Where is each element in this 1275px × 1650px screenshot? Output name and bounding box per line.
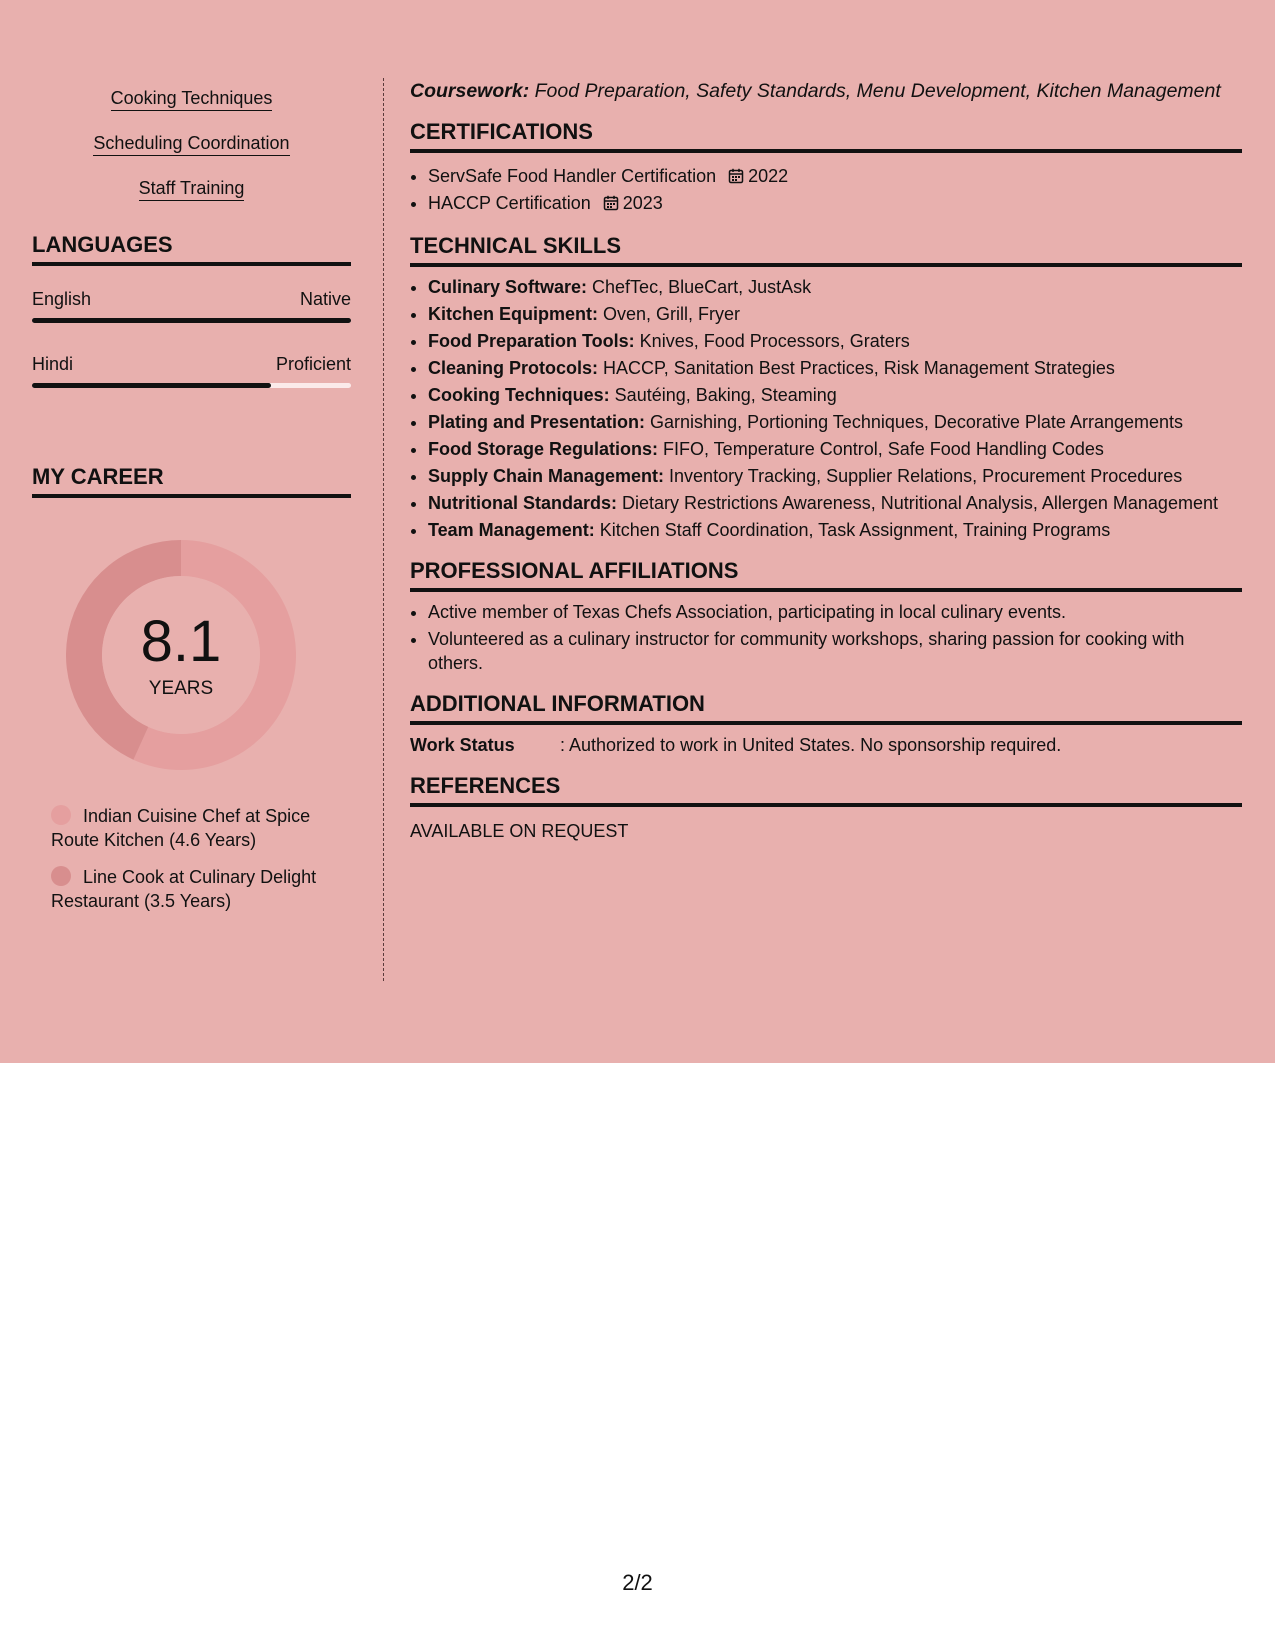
technical-skill-value: Knives, Food Processors, Graters [634,331,910,351]
certification-item [428,163,1242,190]
technical-skill-item [428,329,1242,353]
technical-skill-value: Kitchen Staff Coordination, Task Assignment, Training Programs [594,520,1111,540]
column-divider [383,78,384,981]
additional-info-section [410,691,1242,757]
affiliations-section [410,558,1242,675]
career-legend-dot [51,866,71,886]
technical-skill-item [428,491,1242,515]
technical-skill-label: Kitchen Equipment: [428,304,598,324]
certifications-heading: CERTIFICATIONS [410,119,1242,153]
technical-skill-label: Team Management: [428,520,595,540]
certification-year: 2022 [748,166,789,186]
certification-name: ServSafe Food Handler Certification [428,166,717,186]
page-number: 2/2 [622,1570,653,1595]
career-donut-chart [66,540,296,770]
language-level-fill [32,383,271,388]
calendar-icon [728,168,744,184]
technical-skill-value: Garnishing, Portioning Techniques, Decorative Plate Arrangements [645,412,1184,432]
career-item [51,865,331,913]
technical-skill-label: Cleaning Protocols: [428,358,599,378]
technical-skill-value: FIFO, Temperature Control, Safe Food Handling Codes [658,439,1104,459]
career-total-years: 8.1 [140,609,222,674]
language-english [32,288,351,323]
technical-skill-label: Supply Chain Management: [428,466,665,486]
language-level: Proficient [275,354,351,374]
affiliation-item: • Active member of Texas Chefs Association, participating in local culinary events. [428,600,1242,624]
technical-skill-item [428,302,1242,326]
right-column [410,60,1242,843]
technical-skill-item [428,356,1242,380]
technical-skill-value: Dietary Restrictions Awareness, Nutritional Analysis, Allergen Management [617,493,1218,513]
references-text: AVAILABLE ON REQUEST [410,821,629,841]
technical-skill-value: HACCP, Sanitation Best Practices, Risk Management Strategies [598,358,1115,378]
work-status-label: Work Status [410,735,515,755]
skill-staff-training: Staff Training [139,177,245,201]
references-section [410,773,1242,843]
technical-skill-value: Sautéing, Baking, Steaming [609,385,837,405]
technical-skill-label: Nutritional Standards: [428,493,618,513]
certifications-section [410,119,1242,217]
certification-year: 2023 [622,193,663,213]
technical-skill-item [428,518,1242,542]
language-level-fill [32,318,351,323]
technical-skills-heading: TECHNICAL SKILLS [410,233,1242,267]
additional-info-heading: ADDITIONAL INFORMATION [410,691,1242,725]
left-column [32,60,351,926]
technical-skill-label: Plating and Presentation: [428,412,646,432]
career-years-unit: YEARS [148,678,214,699]
work-status-row [410,733,1242,757]
language-level-bar [32,383,351,388]
language-level-bar [32,318,351,323]
technical-skill-item [428,275,1242,299]
references-heading: REFERENCES [410,773,1242,807]
technical-skill-item [428,464,1242,488]
skill-scheduling-coordination: Scheduling Coordination [93,132,289,156]
technical-skills-section [410,233,1242,542]
work-status-value: : Authorized to work in United States. No sponsorship required. [560,735,1062,755]
technical-skill-value: Oven, Grill, Fryer [598,304,741,324]
career-item-text: Line Cook at Culinary Delight Restaurant (3.5 Years) [51,867,317,911]
language-name: Hindi [32,354,74,374]
affiliations-heading: PROFESSIONAL AFFILIATIONS [410,558,1242,592]
technical-skill-item [428,437,1242,461]
technical-skill-label: Food Storage Regulations: [428,439,659,459]
career-item [51,804,331,852]
career-heading: MY CAREER [32,464,351,498]
career-legend-dot [51,805,71,825]
technical-skill-label: Cooking Techniques: [428,385,610,405]
certification-item [428,190,1242,217]
certification-name: HACCP Certification [428,193,591,213]
language-level: Native [299,289,351,309]
coursework-label: Coursework: [410,80,530,102]
languages-heading: LANGUAGES [32,232,351,266]
technical-skill-value: Inventory Tracking, Supplier Relations, Procurement Procedures [664,466,1183,486]
technical-skill-label: Culinary Software: [428,277,588,297]
language-name: English [32,289,92,309]
technical-skill-item [428,383,1242,407]
technical-skill-value: ChefTec, BlueCart, JustAsk [587,277,812,297]
technical-skill-item [428,410,1242,434]
language-hindi [32,353,351,388]
skills-list [32,60,351,222]
coursework-line [410,79,1242,103]
skill-cooking-techniques: Cooking Techniques [111,87,273,111]
calendar-icon [603,195,619,211]
affiliation-item: • Volunteered as a culinary instructor for community workshops, sharing passion for cooking with others. [428,627,1242,675]
coursework-text: Food Preparation, Safety Standards, Menu Development, Kitchen Management [529,80,1221,102]
career-item-text: Indian Cuisine Chef at Spice Route Kitchen (4.6 Years) [51,806,311,850]
career-list [51,804,331,913]
technical-skill-label: Food Preparation Tools: [428,331,635,351]
